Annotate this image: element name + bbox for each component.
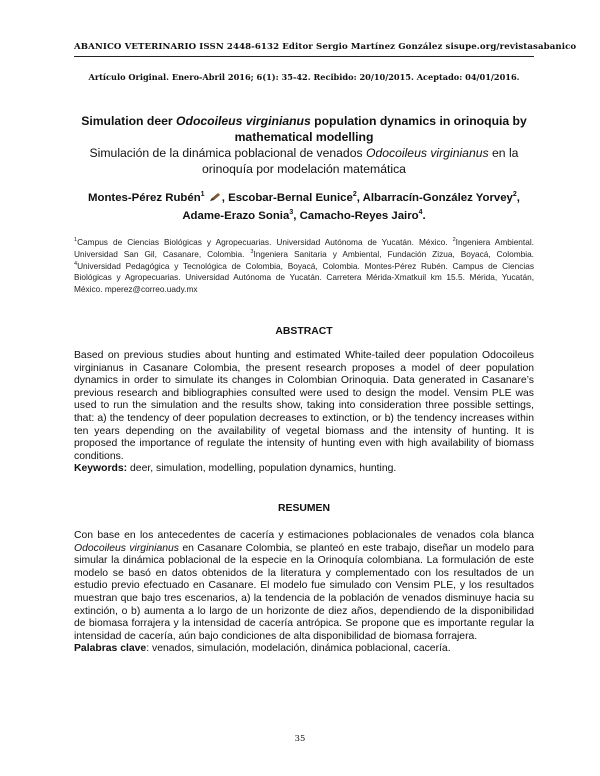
resumen-body (74, 530, 534, 656)
abstract-body (74, 350, 534, 476)
resumen-text-part-2: en Casanare Colombia, se planteó en este trabajo, diseñar un modelo para simular la dinámica poblacional de la especie en la Orinoquía colombiana. La formulación de este modelo se basó en datos obtenidos de la literatura y complementado con los resultados de un estudio previo efectuado en Casanare. El modelo fue simulado con Vensim PLE, y los resultados muestran que bajo tres escenarios, a) la tendencia de la población de venados disminuye hacia su extinción, o b) aumenta a lo largo de un horizonte de diez años, dependiendo de la disponibilidad de biomasa forrajera y la intensidad de cacería antrópica. Se propone que es importante regular la intensidad de cacería, aún bajo condiciones de alta disponibilidad de biomasa forrajera. (74, 542, 535, 642)
title-es-species: Odocoileus virginianus (365, 146, 489, 160)
abstract-text: Based on previous studies about hunting and estimated White-tailed deer population Odocoileus virginianus in Casanare Colombia, the present research proposes a model of deer population dynamics in order to simulate its changes in Colombian Orinoquia. Data generated in Casanare’s previous research and bibliographies consulted were used to design the model. Vensim PLE was used to run the simulation and the results show, taking into consideration three possible settings, that: a) the tendency of deer population decreases to extinction, or b) the tendency increases within ten years depending on the availability of vegetal biomass and the intensity of hunting. It is proposed the importance of regulate the intensity of hunting even with high availability of biomass conditions. (74, 350, 534, 462)
title-en-part-1: Simulation deer (81, 114, 177, 128)
title-es-part-1: Simulación de la dinámica poblacional de venados (89, 146, 366, 160)
keywords-list: deer, simulation, modelling, population dynamics, hunting. (127, 463, 397, 475)
title-en-part-2: population dynamics in orinoquia by mathematical modelling (234, 114, 527, 144)
palabras-clave-list: : venados, simulación, modelación, dinámica poblacional, cacería. (146, 643, 451, 655)
article-meta: Artículo Original. Enero-Abril 2016; 6(1): 35-42. Recibido: 20/10/2015. Aceptado: 04/01/2016. (88, 72, 520, 82)
keywords-label: Keywords: (74, 463, 128, 475)
corresponding-author-pen-icon[interactable] (209, 192, 221, 202)
resumen-keywords (74, 643, 534, 656)
author-affiliation-sup: 2 (352, 191, 357, 199)
abstract-keywords (74, 463, 534, 476)
author-affiliation-sup: 1 (200, 191, 205, 199)
resumen-text (74, 530, 534, 643)
resumen-heading: RESUMEN (278, 503, 330, 514)
affiliation-2: Ingeniera Ambiental. Universidad San Gil, Casanare, Colombia. (74, 237, 534, 259)
affiliation-sup: 4 (74, 260, 78, 267)
title-en-species: Odocoileus virginianus (176, 114, 311, 128)
title-english (74, 113, 534, 145)
abstract-heading: ABSTRACT (275, 326, 333, 337)
author-list: Montes-Pérez Rubén$^1$ , Escobar-Bernal Eunice$^2$, Albarracín-González Yorvey$^2$, Adame-Erazo Sonia$^3$, Camacho-Reyes Jairo$^4$. (88, 191, 520, 222)
palabras-clave-label: Palabras clave (74, 643, 147, 655)
author-affiliation-sup: 2 (512, 191, 517, 199)
affiliation-sup: 3 (250, 249, 254, 256)
author-name: Escobar-Bernal Eunice (228, 192, 353, 204)
author-name: Adame-Erazo Sonia (182, 210, 290, 222)
header-rule (74, 56, 534, 57)
author-name: Albarracín-González Yorvey (362, 192, 513, 204)
affiliations (74, 237, 534, 296)
journal-header: ABANICO VETERINARIO ISSN 2448-6132 Editor Sergio Martínez González sisupe.org/revistasabanico (74, 42, 577, 52)
affiliation-sup: 1 (74, 237, 78, 244)
affiliation-1: Campus de Ciencias Biológicas y Agropecuarias. Universidad Autónoma de Yucatán. México. (77, 237, 453, 247)
author-affiliation-sup: 4 (418, 209, 423, 217)
author-name: Camacho-Reyes Jairo (299, 210, 419, 222)
page-number: 35 (294, 733, 306, 743)
affiliation-3: Ingeniera Sanitaria y Ambiental, Fundación Zizua, Boyacá, Colombia. (253, 248, 534, 259)
title-spanish (74, 145, 534, 177)
author-name: Montes-Pérez Rubén (88, 192, 201, 204)
affiliation-4: Universidad Pedagógica y Tecnológica de Colombia, Boyacá, Colombia. Montes-Pérez Rubén. Campus de Ciencias Biológicas y Agropecuarias. Universidad Autónoma de Yucatán. Carretera Mérida-Xmatkuil km 15.5. Mérida, Yucatán, México. mperez@correo.uady.mx (74, 260, 534, 295)
affiliation-sup: 2 (452, 237, 456, 244)
author-affiliation-sup: 3 (289, 209, 294, 217)
title-es-part-2: en la orinoquía por modelación matemática (202, 146, 519, 176)
resumen-text-part-1: Con base en los antecedentes de cacería y estimaciones poblacionales de venados cola blanca (74, 530, 534, 541)
resumen-species: Odocoileus virginianus (74, 542, 180, 554)
